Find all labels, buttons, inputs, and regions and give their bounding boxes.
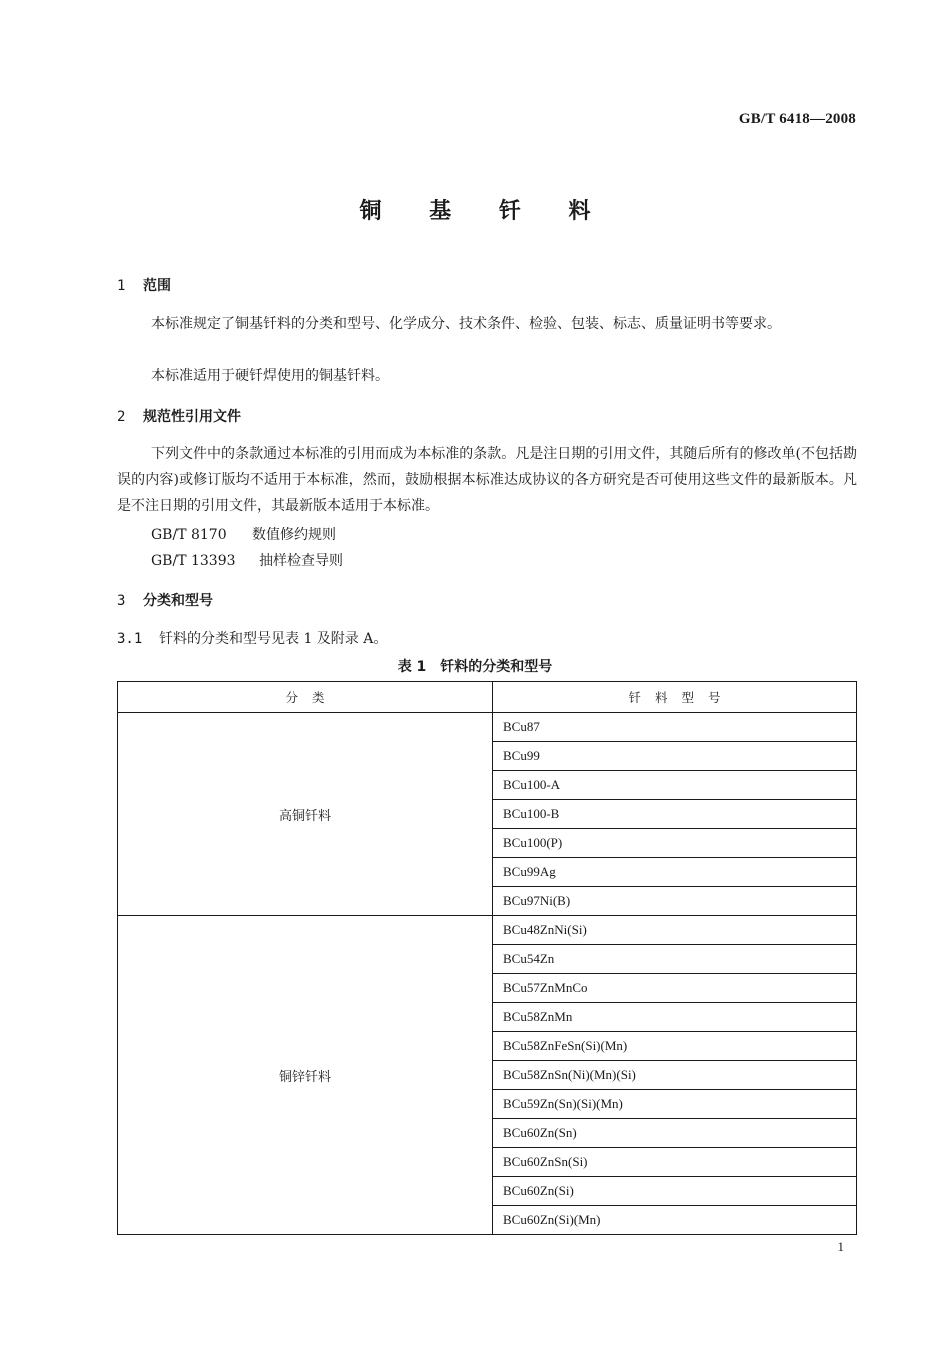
table-row [118,713,857,742]
classification-table [117,681,857,1235]
normative-reference [151,524,336,544]
grade-cell: BCu59Zn(Sn)(Si)(Mn) [493,1090,857,1119]
grade-cell: BCu60ZnSn(Si) [493,1148,857,1177]
grade-cell: BCu99 [493,742,857,771]
category-cell: 高铜钎料 [118,713,493,916]
page-number: 1 [837,1239,844,1254]
grade-cell: BCu97Ni(B) [493,887,857,916]
grade-cell: BCu48ZnNi(Si) [493,916,857,945]
table-row [118,916,857,945]
clause-3-1 [117,628,387,648]
grade-cell: BCu60Zn(Si)(Mn) [493,1206,857,1235]
grade-cell: BCu58ZnFeSn(Si)(Mn) [493,1032,857,1061]
section-title: 规范性引用文件 [143,409,241,425]
section-2-paragraph: 下列文件中的条款通过本标准的引用而成为本标准的条款。凡是注日期的引用文件，其随后所有的修改单(不包括勘误的内容)或修订版均不适用于本标准，然而，鼓励根据本标准达成协议的各方研究是否可使用这些文件的最新版本。凡是不注日期的引用文件，其最新版本适用于本标准。 [117,446,857,514]
grade-cell: BCu60Zn(Si) [493,1177,857,1206]
section-number: 1 [117,278,126,294]
reference-title: 抽样检查导则 [259,553,343,569]
section-title: 分类和型号 [143,593,213,609]
grade-cell: BCu100-B [493,800,857,829]
grade-cell: BCu60Zn(Sn) [493,1119,857,1148]
document-title: 铜 基 钎 料 [359,199,611,224]
section-1-paragraph-2: 本标准适用于硬钎焊使用的铜基钎料。 [151,368,389,384]
grade-cell: BCu58ZnSn(Ni)(Mn)(Si) [493,1061,857,1090]
table-caption: 表 1 钎料的分类和型号 [397,659,553,675]
column-header-grade: 钎料型号 [493,682,857,713]
section-1-paragraph-1: 本标准规定了铜基钎料的分类和型号、化学成分、技术条件、检验、包装、标志、质量证明书等要求。 [151,316,781,332]
grade-cell: BCu87 [493,713,857,742]
clause-number: 3.1 [117,631,143,647]
section-title: 范围 [143,278,171,294]
grade-cell: BCu58ZnMn [493,1003,857,1032]
column-header-category: 分类 [118,682,493,713]
grade-cell: BCu57ZnMnCo [493,974,857,1003]
grade-cell: BCu99Ag [493,858,857,887]
grade-cell: BCu100(P) [493,829,857,858]
grade-cell: BCu100-A [493,771,857,800]
section-1-heading [117,275,171,295]
category-cell: 铜锌钎料 [118,916,493,1235]
section-2-heading [117,406,241,426]
normative-reference [151,550,343,570]
section-3-heading [117,590,213,610]
reference-code: GB/T 13393 [151,553,236,569]
table-header-row [118,682,857,713]
reference-title: 数值修约规则 [252,527,336,543]
grade-cell: BCu54Zn [493,945,857,974]
reference-code: GB/T 8170 [151,527,227,543]
clause-text: 钎料的分类和型号见表 1 及附录 A。 [159,631,388,647]
section-number: 3 [117,593,126,609]
section-number: 2 [117,409,126,425]
standard-code: GB/T 6418—2008 [738,111,856,127]
